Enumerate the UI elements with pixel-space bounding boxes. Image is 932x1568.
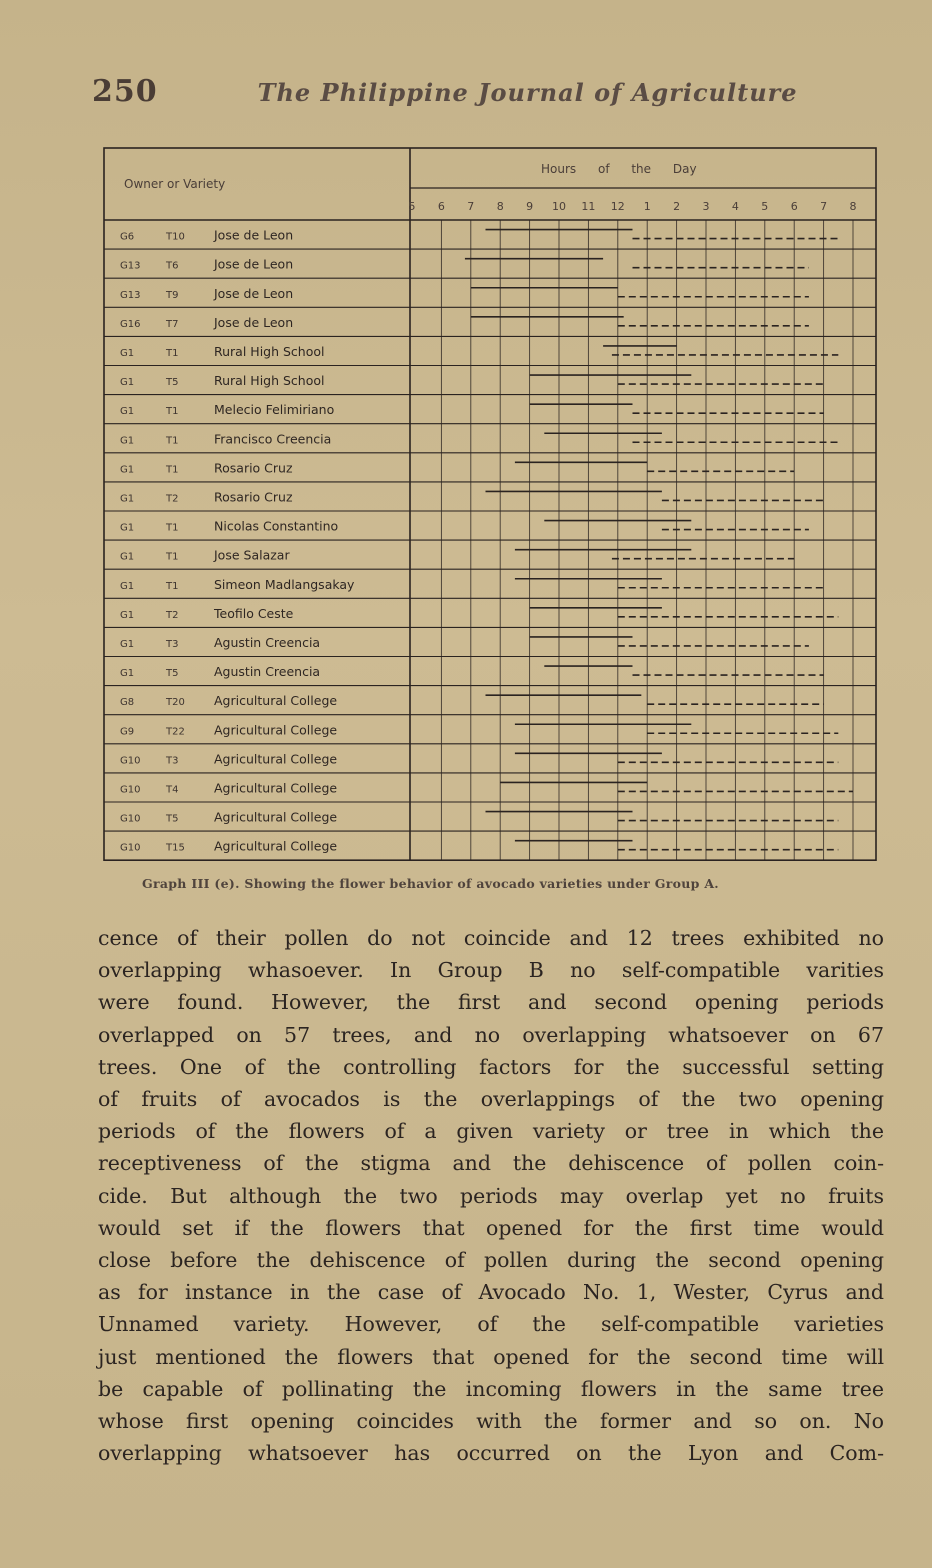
body-line: trees. One of the controlling factors for the successful setting [98, 1054, 884, 1079]
tree-group-label: G1 [120, 464, 135, 476]
variety-owner-name: Rural High School [214, 343, 325, 359]
hour-tick-label: 7 [467, 200, 475, 213]
tree-number-label: T20 [166, 697, 185, 709]
tree-group-label: G9 [120, 726, 135, 738]
tree-number-label: T1 [166, 406, 179, 418]
tree-group-label: G16 [120, 318, 141, 330]
variety-owner-name: Melecio Felimiriano [214, 402, 335, 418]
hour-tick-label: 11 [581, 200, 596, 213]
tree-group-label: G1 [120, 609, 135, 621]
tree-number-label: T1 [166, 551, 179, 563]
tree-number-label: T5 [166, 668, 179, 680]
tree-number-label: T3 [166, 638, 179, 650]
tree-number-label: T5 [166, 377, 179, 389]
variety-owner-name: Jose de Leon [214, 285, 294, 301]
tree-group-label: G1 [120, 522, 135, 534]
tree-group-label: G13 [120, 260, 141, 272]
tree-number-label: T7 [166, 318, 179, 330]
variety-owner-name: Rosario Cruz [214, 489, 293, 505]
hours-of-day-header: Hours of the Day [541, 162, 697, 176]
body-line: be capable of pollinating the incoming flowers in the same tree [98, 1376, 884, 1401]
hour-tick-label: 3 [702, 200, 710, 213]
variety-owner-name: Agricultural College [214, 722, 338, 738]
tree-group-label: G10 [120, 813, 141, 825]
tree-number-label: T4 [166, 784, 179, 796]
body-line: were found. However, the first and second opening periods [98, 990, 884, 1015]
flower-behavior-graph [96, 140, 880, 870]
body-line: close before the dehiscence of pollen during the second opening [98, 1248, 884, 1273]
body-line: would set if the flowers that opened for the first time would [98, 1215, 884, 1240]
tree-group-label: G1 [120, 435, 135, 447]
hour-tick-label: 1 [643, 200, 651, 213]
tree-group-label: G6 [120, 231, 135, 243]
variety-owner-name: Teofilo Ceste [214, 605, 294, 621]
variety-owner-name: Agricultural College [214, 780, 338, 796]
tree-number-label: T1 [166, 435, 179, 447]
tree-number-label: T1 [166, 522, 179, 534]
tree-number-label: T1 [166, 464, 179, 476]
variety-owner-name: Agricultural College [214, 838, 338, 854]
graph-caption: Graph III (e). Showing the flower behavior of avocado varieties under Group A. [142, 876, 719, 891]
tree-group-label: G10 [120, 842, 141, 854]
hour-tick-label: 6 [437, 200, 445, 213]
variety-owner-name: Rosario Cruz [214, 460, 293, 476]
hour-tick-label: 10 [552, 200, 566, 213]
page-number: 250 [92, 74, 158, 109]
tree-number-label: T3 [166, 755, 179, 767]
hour-tick-label: 5 [408, 200, 416, 213]
tree-number-label: T2 [166, 493, 179, 505]
hour-tick-label: 5 [761, 200, 769, 213]
tree-number-label: T22 [166, 726, 185, 738]
tree-number-label: T5 [166, 813, 179, 825]
tree-number-label: T2 [166, 609, 179, 621]
hour-tick-label: 6 [790, 200, 798, 213]
body-line: Unnamed variety. However, of the self-compatible varieties [98, 1312, 884, 1337]
body-line: receptiveness of the stigma and the dehiscence of pollen coin- [98, 1151, 884, 1176]
hour-tick-label: 12 [610, 200, 625, 213]
tree-group-label: G1 [120, 347, 135, 359]
variety-owner-name: Simeon Madlangsakay [214, 576, 355, 592]
tree-group-label: G1 [120, 580, 135, 592]
body-line: just mentioned the flowers that opened for the second time will [98, 1344, 884, 1369]
tree-group-label: G1 [120, 406, 135, 418]
variety-owner-name: Francisco Creencia [214, 431, 332, 447]
variety-owner-name: Jose de Leon [214, 256, 294, 272]
tree-group-label: G13 [120, 289, 141, 301]
tree-number-label: T9 [166, 289, 179, 301]
tree-number-label: T6 [166, 260, 179, 272]
tree-group-label: G10 [120, 784, 141, 796]
body-line: whose first opening coincides with the former and so on. No [98, 1409, 884, 1434]
variety-owner-name: Agustin Creencia [214, 634, 321, 650]
body-line: overlapping whasoever. In Group B no self-compatible varities [98, 958, 884, 983]
page-header [92, 74, 852, 118]
variety-owner-name: Agustin Creencia [214, 664, 321, 680]
tree-group-label: G1 [120, 668, 135, 680]
body-line: overlapping whatsoever has occurred on the Lyon and Com- [98, 1441, 884, 1466]
body-line: of fruits of avocados is the overlappings of the two opening [98, 1087, 884, 1112]
tree-group-label: G1 [120, 493, 135, 505]
variety-owner-name: Jose de Leon [214, 227, 294, 243]
hour-tick-label: 8 [496, 200, 504, 213]
graph-svg [96, 140, 880, 870]
body-line: as for instance in the case of Avocado No. 1, Wester, Cyrus and [98, 1280, 884, 1305]
body-line: cence of their pollen do not coincide and 12 trees exhibited no [98, 926, 884, 950]
variety-owner-name: Rural High School [214, 373, 325, 389]
hour-tick-label: 9 [526, 200, 534, 213]
tree-number-label: T15 [166, 842, 185, 854]
tree-group-label: G10 [120, 755, 141, 767]
hour-tick-label: 8 [849, 200, 857, 213]
variety-owner-name: Agricultural College [214, 751, 338, 767]
variety-owner-name: Agricultural College [214, 693, 338, 709]
owner-variety-header: Owner or Variety [124, 177, 226, 191]
variety-owner-name: Jose de Leon [214, 314, 294, 330]
tree-group-label: G1 [120, 377, 135, 389]
tree-group-label: G8 [120, 697, 135, 709]
hour-tick-label: 7 [820, 200, 828, 213]
tree-group-label: G1 [120, 551, 135, 563]
hour-tick-label: 4 [731, 200, 739, 213]
variety-owner-name: Jose Salazar [214, 547, 290, 563]
body-paragraph [98, 922, 884, 1469]
tree-group-label: G1 [120, 638, 135, 650]
journal-title: The Philippine Journal of Agriculture [257, 78, 798, 107]
variety-owner-name: Nicolas Constantino [214, 518, 339, 534]
variety-owner-name: Agricultural College [214, 809, 338, 825]
body-line: periods of the flowers of a given variety or tree in which the [98, 1119, 884, 1144]
tree-number-label: T10 [166, 231, 185, 243]
body-line: overlapped on 57 trees, and no overlapping whatsoever on 67 [98, 1022, 884, 1047]
body-line: cide. But although the two periods may overlap yet no fruits [98, 1183, 884, 1208]
hour-tick-label: 2 [673, 200, 681, 213]
tree-number-label: T1 [166, 347, 179, 359]
tree-number-label: T1 [166, 580, 179, 592]
